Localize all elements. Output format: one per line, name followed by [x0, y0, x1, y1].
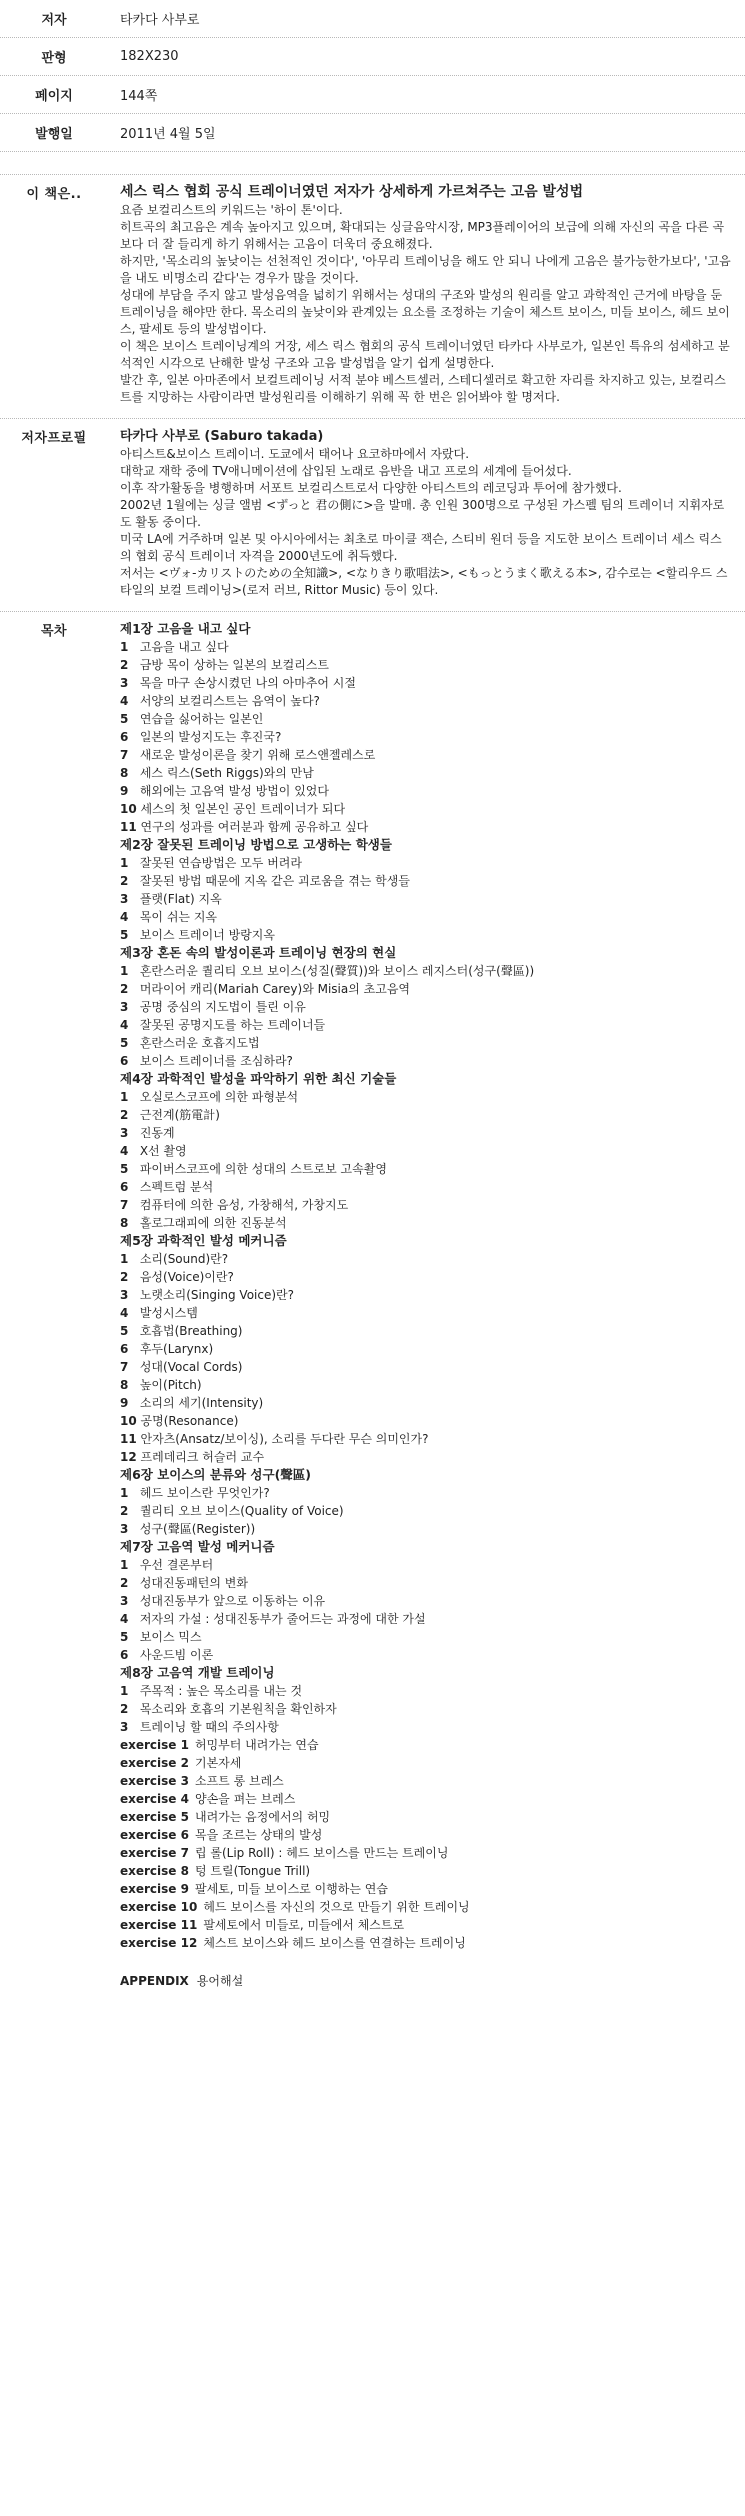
item-title: 소리의 세기(Intensity)	[139, 1396, 264, 1410]
item-number: 2	[120, 1270, 129, 1284]
toc-item	[120, 764, 731, 782]
exercise-title: 체스트 보이스와 헤드 보이스를 연결하는 트레이닝	[203, 1936, 466, 1950]
item-number: 3	[120, 892, 129, 906]
toc-item	[120, 872, 731, 890]
toc-body	[108, 612, 745, 2000]
exercise-number: exercise 9	[120, 1882, 189, 1896]
exercise-item	[120, 1934, 731, 1952]
bio-paragraph: 저서는 <ヴォ-カリストのための全知識>, <なりきり歌唱法>, <もっとうまく歌える本>, 감수로는 <할리우드 스타일의 보컬 트레이닝>(로저 러브, Rittor Music) 등이 있다.	[120, 566, 728, 597]
toc-item	[120, 800, 731, 818]
exercise-number: exercise 8	[120, 1864, 189, 1878]
bio-paragraph: 미국 LA에 거주하며 일본 및 아시아에서는 최초로 마이클 잭슨, 스티비 원더 등을 지도한 보이스 트레이너 세스 릭스의 협회 공식 트레이너 자격을 2000년도에 취득했다.	[120, 532, 722, 563]
item-title: 파이버스코프에 의한 성대의 스트로보 고속촬영	[139, 1162, 387, 1176]
toc-item	[120, 782, 731, 800]
item-title: 목을 마구 손상시켰던 나의 아마추어 시절	[139, 676, 356, 690]
item-number: 5	[120, 1324, 129, 1338]
toc-item	[120, 1142, 731, 1160]
item-number: 6	[120, 730, 129, 744]
item-number: 3	[120, 1522, 129, 1536]
toc-item	[120, 1268, 731, 1286]
toc-item	[120, 980, 731, 998]
meta-label: 저자	[41, 13, 67, 28]
spacer	[0, 152, 745, 175]
exercise-item	[120, 1844, 731, 1862]
item-number: 2	[120, 658, 129, 672]
toc-item	[120, 1124, 731, 1142]
toc-chapter	[120, 1538, 731, 1664]
item-title: 금방 목이 상하는 일본의 보컬리스트	[139, 658, 329, 672]
item-title: 혼란스러운 호흡지도법	[139, 1036, 260, 1050]
toc-item	[120, 1556, 731, 1574]
toc-item	[120, 854, 731, 872]
item-number: 12	[120, 1450, 137, 1464]
item-number: 6	[120, 1648, 129, 1662]
item-number: 6	[120, 1054, 129, 1068]
item-title: X선 촬영	[139, 1144, 187, 1158]
meta-row	[0, 38, 745, 76]
item-title: 발성시스템	[139, 1306, 198, 1320]
item-title: 음성(Voice)이란?	[139, 1270, 234, 1284]
toc-item	[120, 926, 731, 944]
item-title: 홀로그래피에 의한 진동분석	[139, 1216, 287, 1230]
item-title: 보이스 믹스	[139, 1630, 202, 1644]
chapter-title: 제1장 고음을 내고 싶다	[120, 621, 251, 636]
item-title: 진동계	[139, 1126, 175, 1140]
toc-item	[120, 674, 731, 692]
bio-paragraph: 아티스트&보이스 트레이너. 도쿄에서 태어나 요코하마에서 자랐다.	[120, 447, 470, 461]
item-number: 8	[120, 1378, 129, 1392]
item-number: 3	[120, 1594, 129, 1608]
toc-item	[120, 656, 731, 674]
toc-chapter	[120, 1664, 731, 1952]
exercise-item	[120, 1754, 731, 1772]
item-number: 2	[120, 1504, 129, 1518]
toc-label: 목차	[40, 624, 68, 639]
item-number: 2	[120, 982, 129, 996]
toc-item	[120, 1592, 731, 1610]
chapter-title: 제7장 고음역 발성 메커니즘	[120, 1539, 275, 1554]
bio-paragraph: 이후 작가활동을 병행하며 서포트 보컬리스트로서 다양한 아티스트의 레코딩과 투어에 참가했다.	[120, 481, 622, 495]
appendix-text: 용어해설	[196, 1974, 244, 1988]
item-title: 성대진동부가 앞으로 이동하는 이유	[139, 1594, 326, 1608]
item-number: 11	[120, 820, 137, 834]
toc-item	[120, 1304, 731, 1322]
toc-chapter	[120, 1466, 731, 1538]
item-number: 4	[120, 694, 129, 708]
bio-body	[108, 419, 745, 611]
exercise-title: 립 롤(Lip Roll) : 헤드 보이스를 만드는 트레이닝	[194, 1846, 449, 1860]
item-title: 연구의 성과를 여러분과 함께 공유하고 싶다	[140, 820, 369, 834]
item-number: 1	[120, 964, 129, 978]
item-number: 1	[120, 1090, 129, 1104]
item-number: 1	[120, 1252, 129, 1266]
appendix	[120, 1972, 731, 1990]
item-title: 공명(Resonance)	[140, 1414, 239, 1428]
exercise-title: 허밍부터 내려가는 연습	[194, 1738, 319, 1752]
exercise-title: 기본자세	[194, 1756, 242, 1770]
item-title: 연습을 싫어하는 일본인	[139, 712, 264, 726]
intro-paragraph: 하지만, '목소리의 높낮이는 선천적인 것이다', '아무리 트레이닝을 해도 안 되니 나에게 고음은 불가능한가보다', '고음을 내도 비명소리 같다'는 경우가 많을 것이다.	[120, 254, 731, 285]
item-title: 노랫소리(Singing Voice)란?	[139, 1288, 294, 1302]
toc-chapter	[120, 836, 731, 944]
toc-section	[0, 612, 745, 2000]
item-number: 4	[120, 1612, 129, 1626]
item-title: 퀄리티 오브 보이스(Quality of Voice)	[139, 1504, 344, 1518]
item-title: 오실로스코프에 의한 파형분석	[139, 1090, 299, 1104]
exercise-item	[120, 1772, 731, 1790]
toc-item	[120, 1034, 731, 1052]
exercise-title: 헤드 보이스를 자신의 것으로 만들기 위한 트레이닝	[203, 1900, 470, 1914]
item-title: 머라이어 캐리(Mariah Carey)와 Misia의 초고음역	[139, 982, 411, 996]
exercise-title: 팔세토에서 미들로, 미들에서 체스트로	[203, 1918, 405, 1932]
item-number: 4	[120, 910, 129, 924]
toc-item	[120, 1106, 731, 1124]
item-number: 1	[120, 1684, 129, 1698]
exercise-number: exercise 6	[120, 1828, 189, 1842]
item-number: 5	[120, 1036, 129, 1050]
item-title: 성대진동패턴의 변화	[139, 1576, 248, 1590]
meta-value: 2011년 4월 5일	[120, 127, 216, 142]
exercise-number: exercise 5	[120, 1810, 189, 1824]
toc-item	[120, 1646, 731, 1664]
item-number: 5	[120, 1630, 129, 1644]
toc-item	[120, 1394, 731, 1412]
exercise-number: exercise 11	[120, 1918, 198, 1932]
chapter-title: 제5장 과학적인 발성 메커니즘	[120, 1233, 287, 1248]
item-number: 2	[120, 1108, 129, 1122]
toc-item	[120, 1052, 731, 1070]
meta-row	[0, 76, 745, 114]
item-title: 목소리와 호흡의 기본원칙을 확인하자	[139, 1702, 337, 1716]
meta-table	[0, 0, 745, 152]
meta-label: 페이지	[35, 89, 73, 104]
exercise-item	[120, 1736, 731, 1754]
item-title: 후두(Larynx)	[139, 1342, 214, 1356]
exercise-number: exercise 4	[120, 1792, 189, 1806]
toc-item	[120, 1448, 731, 1466]
toc-item	[120, 710, 731, 728]
item-title: 호흡법(Breathing)	[139, 1324, 243, 1338]
meta-value: 타카다 사부로	[120, 13, 200, 28]
item-title: 일본의 발성지도는 후진국?	[139, 730, 282, 744]
toc-item	[120, 1016, 731, 1034]
exercise-number: exercise 1	[120, 1738, 189, 1752]
intro-paragraph: 발간 후, 일본 아마존에서 보컬트레이닝 서적 분야 베스트셀러, 스테디셀러로 확고한 자리를 차지하고 있는, 보컬리스트를 지망하는 사람이라면 발성원리를 이해하기 위해 꼭 한 번은 읽어봐야 할 명저다.	[120, 373, 726, 404]
item-number: 8	[120, 1216, 129, 1230]
toc-item	[120, 1520, 731, 1538]
item-title: 보이스 트레이너 방랑지옥	[139, 928, 275, 942]
item-title: 성대(Vocal Cords)	[139, 1360, 243, 1374]
exercise-item	[120, 1916, 731, 1934]
item-number: 3	[120, 1000, 129, 1014]
toc-item	[120, 1412, 731, 1430]
item-number: 1	[120, 1486, 129, 1500]
intro-headline: 세스 릭스 협회 공식 트레이너였던 저자가 상세하게 가르쳐주는 고음 발성법	[120, 184, 584, 200]
item-title: 세스 릭스(Seth Riggs)와의 만남	[139, 766, 314, 780]
meta-label: 판형	[41, 51, 67, 66]
bio-section	[0, 419, 745, 612]
toc-item	[120, 1214, 731, 1232]
toc-item	[120, 818, 731, 836]
item-title: 사운드빔 이론	[139, 1648, 214, 1662]
item-title: 트레이닝 할 때의 주의사항	[139, 1720, 279, 1734]
chapter-title: 제2장 잘못된 트레이닝 방법으로 고생하는 학생들	[120, 837, 392, 852]
toc-item	[120, 962, 731, 980]
meta-label: 발행일	[35, 127, 73, 142]
exercise-number: exercise 3	[120, 1774, 189, 1788]
item-title: 잘못된 공명지도를 하는 트레이너들	[139, 1018, 326, 1032]
toc-item	[120, 908, 731, 926]
item-number: 7	[120, 1360, 129, 1374]
toc-item	[120, 1160, 731, 1178]
toc-item	[120, 1322, 731, 1340]
toc-item	[120, 1250, 731, 1268]
item-title: 새로운 발성이론을 찾기 위해 로스앤젤레스로	[139, 748, 376, 762]
exercise-item	[120, 1808, 731, 1826]
bio-label: 저자프로필	[21, 431, 87, 446]
item-title: 저자의 가설 : 성대진동부가 줄어드는 과정에 대한 가설	[139, 1612, 426, 1626]
item-title: 안자츠(Ansatz/보이싱), 소리를 두다란 무슨 의미인가?	[140, 1432, 429, 1446]
intro-section	[0, 175, 745, 419]
item-number: 5	[120, 1162, 129, 1176]
chapter-title: 제3장 혼돈 속의 발성이론과 트레이닝 현장의 현실	[120, 945, 397, 960]
item-number: 6	[120, 1180, 129, 1194]
item-number: 11	[120, 1432, 137, 1446]
exercise-title: 소프트 롱 브레스	[194, 1774, 284, 1788]
exercise-number: exercise 7	[120, 1846, 189, 1860]
item-title: 공명 중심의 지도법이 틀린 이유	[139, 1000, 306, 1014]
item-number: 10	[120, 1414, 137, 1428]
item-title: 성구(聲區(Register))	[139, 1522, 256, 1536]
chapter-title: 제4장 과학적인 발성을 파악하기 위한 최신 기술들	[120, 1071, 397, 1086]
item-title: 스펙트럼 분석	[139, 1180, 214, 1194]
item-number: 9	[120, 784, 129, 798]
exercise-title: 팔세토, 미들 보이스로 이행하는 연습	[194, 1882, 388, 1896]
toc-item	[120, 1340, 731, 1358]
intro-label: 이 책은..	[26, 187, 82, 202]
item-title: 목이 쉬는 지옥	[139, 910, 218, 924]
chapter-title: 제8장 고음역 개발 트레이닝	[120, 1665, 275, 1680]
item-number: 10	[120, 802, 137, 816]
toc-item	[120, 638, 731, 656]
toc-item	[120, 1574, 731, 1592]
toc-chapter	[120, 944, 731, 1070]
toc-item	[120, 1610, 731, 1628]
item-title: 소리(Sound)란?	[139, 1252, 229, 1266]
item-number: 9	[120, 1396, 129, 1410]
toc-item	[120, 1196, 731, 1214]
intro-paragraph: 히트곡의 최고음은 계속 높아지고 있으며, 확대되는 싱글음악시장, MP3플레이어의 보급에 의해 자신의 곡을 다른 곡보다 더 잘 들리게 하기 위해서는 고음이 더욱더 중요해졌다.	[120, 220, 725, 251]
item-title: 주목적 : 높은 목소리를 내는 것	[139, 1684, 303, 1698]
item-number: 8	[120, 766, 129, 780]
item-title: 고음을 내고 싶다	[139, 640, 229, 654]
item-title: 높이(Pitch)	[139, 1378, 202, 1392]
item-number: 3	[120, 1288, 129, 1302]
item-title: 우선 결론부터	[139, 1558, 214, 1572]
item-title: 해외에는 고음역 발성 방법이 있었다	[139, 784, 329, 798]
toc-item	[120, 1484, 731, 1502]
toc-item	[120, 1430, 731, 1448]
exercise-title: 양손을 펴는 브레스	[194, 1792, 296, 1806]
item-number: 4	[120, 1306, 129, 1320]
item-number: 1	[120, 640, 129, 654]
item-title: 보이스 트레이너를 조심하라?	[139, 1054, 293, 1068]
toc-item	[120, 890, 731, 908]
item-number: 6	[120, 1342, 129, 1356]
exercise-title: 목을 조르는 상태의 발성	[194, 1828, 323, 1842]
exercise-item	[120, 1898, 731, 1916]
appendix-label: APPENDIX	[120, 1974, 189, 1988]
item-number: 2	[120, 874, 129, 888]
bio-paragraph: 대학교 재학 중에 TV애니메이션에 삽입된 노래로 음반을 내고 프로의 세계에 들어섰다.	[120, 464, 572, 478]
item-number: 1	[120, 1558, 129, 1572]
item-number: 3	[120, 1720, 129, 1734]
toc-chapter	[120, 1232, 731, 1466]
toc-item	[120, 746, 731, 764]
toc-item	[120, 692, 731, 710]
item-title: 잘못된 연습방법은 모두 버려라	[139, 856, 302, 870]
meta-value: 144쪽	[120, 89, 158, 104]
toc-item	[120, 1628, 731, 1646]
item-number: 4	[120, 1144, 129, 1158]
toc-item	[120, 1502, 731, 1520]
item-number: 1	[120, 856, 129, 870]
toc-item	[120, 1376, 731, 1394]
toc-item	[120, 728, 731, 746]
intro-body	[108, 175, 745, 418]
toc-chapter	[120, 620, 731, 836]
bio-paragraph: 2002년 1월에는 싱글 앨범 <ずっと 君の側に>을 발매. 총 인원 300명으로 구성된 가스펠 팀의 트레이너 지휘자로도 활동 중이다.	[120, 498, 725, 529]
exercise-title: 내려가는 음정에서의 허밍	[194, 1810, 331, 1824]
item-number: 3	[120, 676, 129, 690]
toc-item	[120, 1286, 731, 1304]
toc-chapter	[120, 1070, 731, 1232]
item-number: 5	[120, 928, 129, 942]
toc-item	[120, 1088, 731, 1106]
item-title: 컴퓨터에 의한 음성, 가창해석, 가창지도	[139, 1198, 349, 1212]
intro-paragraph: 성대에 부담을 주지 않고 발성음역을 넓히기 위해서는 성대의 구조와 발성의 원리를 알고 과학적인 근거에 바탕을 둔 트레이닝을 해야만 한다. 목소리의 높낮이와 관계있는 요소를 조정하는 기술이 체스트 보이스, 미들 보이스, 헤드 보이스, 팔세토 등의 발성법이다.	[120, 288, 730, 336]
item-title: 혼란스러운 퀄리티 오브 보이스(성질(聲質))와 보이스 레지스터(성구(聲區))	[139, 964, 535, 978]
toc-item	[120, 1700, 731, 1718]
meta-value: 182X230	[120, 49, 179, 64]
exercise-number: exercise 12	[120, 1936, 198, 1950]
item-number: 3	[120, 1126, 129, 1140]
item-title: 근전계(筋電計)	[139, 1108, 220, 1122]
toc-item	[120, 1358, 731, 1376]
exercise-item	[120, 1862, 731, 1880]
item-number: 4	[120, 1018, 129, 1032]
item-number: 2	[120, 1576, 129, 1590]
item-number: 7	[120, 1198, 129, 1212]
item-number: 5	[120, 712, 129, 726]
meta-row	[0, 0, 745, 38]
item-number: 7	[120, 748, 129, 762]
bio-title: 타카다 사부로 (Saburo takada)	[120, 429, 324, 444]
toc-item	[120, 1682, 731, 1700]
meta-row	[0, 114, 745, 152]
item-title: 프레데리크 허슬러 교수	[140, 1450, 265, 1464]
chapter-title: 제6장 보이스의 분류와 성구(聲區)	[120, 1467, 312, 1482]
toc-item	[120, 1718, 731, 1736]
exercise-title: 텅 트릴(Tongue Trill)	[194, 1864, 311, 1878]
exercise-item	[120, 1790, 731, 1808]
exercise-number: exercise 2	[120, 1756, 189, 1770]
exercise-item	[120, 1826, 731, 1844]
item-title: 서양의 보컬리스트는 음역이 높다?	[139, 694, 320, 708]
exercise-item	[120, 1880, 731, 1898]
item-title: 잘못된 방법 때문에 지옥 같은 괴로움을 겪는 학생들	[139, 874, 410, 888]
toc-item	[120, 998, 731, 1016]
intro-paragraph: 이 책은 보이스 트레이닝계의 거장, 세스 릭스 협회의 공식 트레이너였던 타카다 사부로가, 일본인 특유의 섬세하고 분석적인 시각으로 난해한 발성 구조와 고음 발성법을 알기 쉽게 설명한다.	[120, 339, 730, 370]
intro-paragraph: 요즘 보컬리스트의 키워드는 '하이 톤'이다.	[120, 203, 343, 217]
item-number: 2	[120, 1702, 129, 1716]
item-title: 세스의 첫 일본인 공인 트레이너가 되다	[140, 802, 346, 816]
toc-item	[120, 1178, 731, 1196]
item-title: 헤드 보이스란 무엇인가?	[139, 1486, 270, 1500]
item-title: 플랫(Flat) 지옥	[139, 892, 222, 906]
exercise-number: exercise 10	[120, 1900, 198, 1914]
